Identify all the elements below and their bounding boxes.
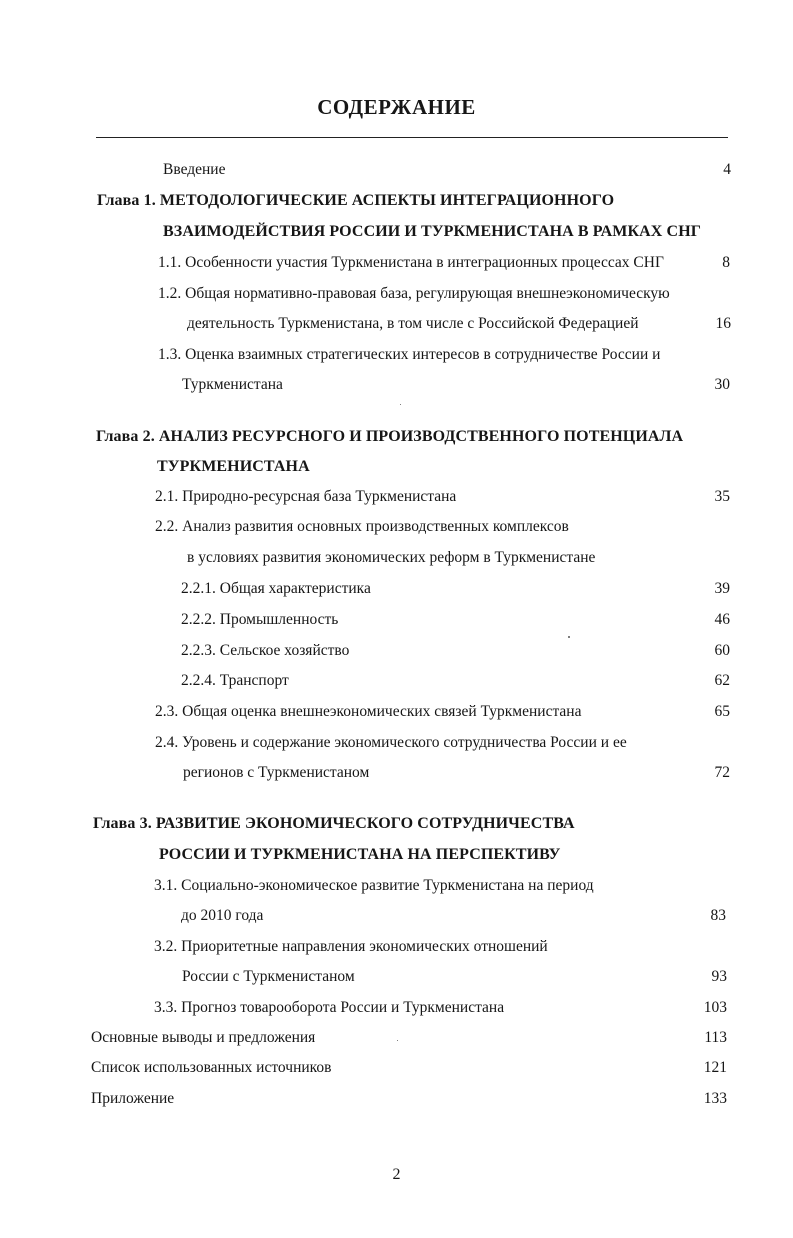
- toc-page-2-1: 35: [714, 488, 730, 505]
- toc-entry-1-2-line-2: деятельность Туркменистана, в том числе с Российской Федерацией: [187, 315, 639, 332]
- toc-entry-2-2-line-1: 2.2. Анализ развития основных производственных комплексов: [155, 518, 569, 535]
- toc-chapter-1-line-2: ВЗАИМОДЕЙСТВИЯ РОССИИ И ТУРКМЕНИСТАНА В РАМКАХ СНГ: [163, 223, 702, 240]
- toc-page-2-2-2: 46: [714, 611, 730, 628]
- toc-page-1-2: 16: [715, 315, 731, 332]
- toc-page-3-3: 103: [703, 999, 727, 1016]
- toc-entry-2-3: 2.3. Общая оценка внешнеэкономических связей Туркменистана: [155, 703, 582, 720]
- toc-chapter-1-line-1: Глава 1. МЕТОДОЛОГИЧЕСКИЕ АСПЕКТЫ ИНТЕГРАЦИОННОГО: [97, 192, 615, 209]
- toc-entry-3-1-line-2: до 2010 года: [181, 907, 264, 924]
- toc-entry-3-2-line-2: России с Туркменистаном: [182, 968, 355, 985]
- toc-entry-3-3: 3.3. Прогноз товарооборота России и Туркменистана: [154, 999, 505, 1016]
- toc-entry-intro: Введение: [163, 161, 226, 178]
- toc-entry-2-4-line-2: регионов с Туркменистаном: [183, 764, 370, 781]
- toc-page-2-4: 72: [714, 764, 730, 781]
- toc-page-1-1: 8: [722, 254, 730, 271]
- title-divider: [96, 137, 728, 138]
- toc-entry-conclusions: Основные выводы и предложения: [91, 1029, 316, 1046]
- toc-chapter-2-line-1: Глава 2. АНАЛИЗ РЕСУРСНОГО И ПРОИЗВОДСТВЕННОГО ПОТЕНЦИАЛА: [96, 428, 684, 445]
- toc-entry-1-3-line-1: 1.3. Оценка взаимных стратегических интересов в сотрудничестве России и: [158, 346, 661, 363]
- toc-entry-sources: Список использованных источников: [91, 1059, 332, 1076]
- toc-page-1-3: 30: [714, 376, 730, 393]
- toc-entry-3-2-line-1: 3.2. Приоритетные направления экономических отношений: [154, 938, 548, 955]
- toc-chapter-2-line-2: ТУРКМЕНИСТАНА: [157, 458, 310, 475]
- toc-entry-1-2-line-1: 1.2. Общая нормативно-правовая база, регулирующая внешнеэкономическую: [158, 285, 670, 302]
- toc-entry-2-2-3: 2.2.3. Сельское хозяйство: [181, 642, 350, 659]
- toc-page-sources: 121: [703, 1059, 727, 1076]
- toc-entry-2-4-line-1: 2.4. Уровень и содержание экономического сотрудничества России и ее: [155, 734, 627, 751]
- toc-chapter-3-line-2: РОССИИ И ТУРКМЕНИСТАНА НА ПЕРСПЕКТИВУ: [159, 846, 561, 863]
- toc-page-conclusions: 113: [704, 1029, 727, 1046]
- toc-page-2-2-1: 39: [714, 580, 730, 597]
- toc-entry-2-1: 2.1. Природно-ресурсная база Туркменистана: [155, 488, 457, 505]
- toc-entry-2-2-4: 2.2.4. Транспорт: [181, 672, 289, 689]
- toc-page-intro: 4: [723, 161, 731, 178]
- toc-entry-1-1: 1.1. Особенности участия Туркменистана в интеграционных процессах СНГ: [158, 254, 664, 271]
- scan-speck: [568, 636, 570, 638]
- toc-chapter-3-line-1: Глава 3. РАЗВИТИЕ ЭКОНОМИЧЕСКОГО СОТРУДНИЧЕСТВА: [93, 815, 575, 832]
- page-number: 2: [392, 1166, 401, 1183]
- toc-page-2-3: 65: [714, 703, 730, 720]
- scan-speck: [400, 404, 401, 405]
- toc-entry-2-2-2: 2.2.2. Промышленность: [181, 611, 339, 628]
- page-title: СОДЕРЖАНИЕ: [317, 95, 476, 119]
- toc-page-2-2-4: 62: [714, 672, 730, 689]
- toc-entry-2-2-1: 2.2.1. Общая характеристика: [181, 580, 371, 597]
- toc-page-2-2-3: 60: [714, 642, 730, 659]
- toc-page-3-1: 83: [710, 907, 726, 924]
- toc-entry-2-2-line-2: в условиях развития экономических реформ в Туркменистане: [187, 549, 596, 566]
- toc-entry-1-3-line-2: Туркменистана: [182, 376, 283, 393]
- toc-page-appendix: 133: [703, 1090, 727, 1107]
- toc-entry-3-1-line-1: 3.1. Социально-экономическое развитие Туркменистана на период: [154, 877, 594, 894]
- toc-entry-appendix: Приложение: [91, 1090, 175, 1107]
- toc-page-3-2: 93: [711, 968, 727, 985]
- scan-speck: [397, 1040, 398, 1041]
